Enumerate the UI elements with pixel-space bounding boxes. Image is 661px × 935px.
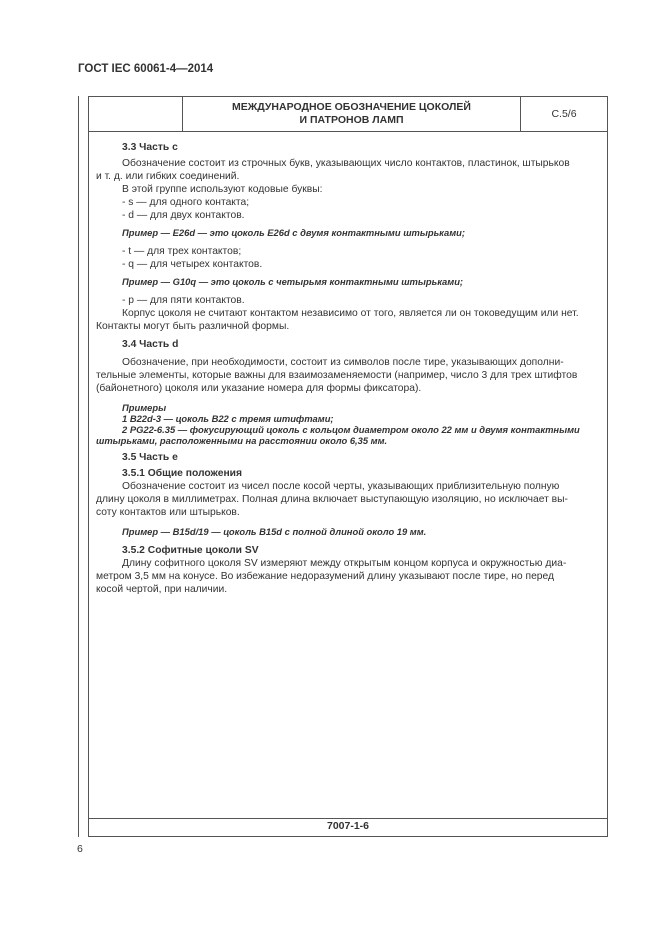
paragraph-line: (байонетного) цоколя или указание номера для формы фиксатора). [96, 383, 422, 394]
section-heading: 3.3 Часть с [122, 142, 178, 153]
sheet-number: С.5/6 [551, 108, 577, 120]
subsection-heading: 3.5.2 Софитные цоколи SV [122, 545, 259, 556]
paragraph-line: Обозначение состоит из строчных букв, указывающих число контактов, пластинок, штырьков [122, 158, 570, 169]
example-text: 2 PG22-6.35 — фокусирующий цоколь с кольцом диаметром около 22 мм и двумя контактными [122, 424, 580, 435]
paragraph-line: Корпус цоколя не считают контактом независимо от того, является ли он токоведущим или нет. [122, 308, 579, 319]
paragraph-line: метром 3,5 мм на конусе. Во избежание недоразумений длину указывают после тире, но перед [96, 571, 555, 582]
document-code: ГОСТ IEC 60061-4—2014 [78, 63, 214, 75]
page-number: 6 [77, 843, 83, 855]
section-heading: 3.5 Часть е [122, 452, 178, 463]
paragraph-line: Контакты могут быть различной формы. [96, 321, 290, 332]
example-text: Пример — B15d/19 — цоколь B15d с полной длиной около 19 мм. [122, 526, 427, 537]
example-text: Пример — G10q — это цоколь с четырьмя контактными штырьками; [122, 276, 464, 287]
paragraph-line: Длину софитного цоколя SV измеряют между открытым концом корпуса и окружностью диа- [122, 558, 567, 569]
paragraph-line: длину цоколя в миллиметрах. Полная длина включает выступающую изоляцию, но исключает вы- [96, 494, 568, 505]
paragraph-line: Обозначение, при необходимости, состоит из символов после тире, указывающих дополни- [122, 357, 564, 368]
header-title-line1: МЕЖДУНАРОДНОЕ ОБОЗНАЧЕНИЕ ЦОКОЛЕЙ [232, 101, 471, 113]
paragraph-line: и т. д. или гибких соединений. [96, 171, 240, 182]
paragraph-line: Обозначение состоит из чисел после косой черты, указывающих приблизительную полную [122, 481, 560, 492]
footer-divider [89, 818, 607, 819]
header-title [183, 97, 521, 131]
footer-code: 7007-1-6 [326, 820, 370, 832]
example-text: Пример — E26d — это цоколь E26d с двумя контактными штырьками; [122, 227, 466, 238]
header-blank-cell [89, 97, 183, 131]
section-heading: 3.4 Часть d [122, 339, 179, 350]
subsection-heading: 3.5.1 Общие положения [122, 468, 242, 479]
paragraph-line: В этой группе используют кодовые буквы: [122, 184, 323, 195]
list-item: - t — для трех контактов; [122, 246, 242, 257]
list-item: - s — для одного контакта; [122, 197, 250, 208]
page-content [96, 141, 606, 596]
sheet-header [89, 97, 607, 132]
frame-spine [78, 96, 88, 837]
list-item: - d — для двух контактов. [122, 210, 245, 221]
paragraph-line: тельные элементы, которые важны для взаимозаменяемости (например, число 3 для трех штифтов [96, 370, 578, 381]
examples-title: Примеры [122, 402, 167, 413]
example-text: 1 B22d-3 — цоколь B22 с тремя штифтами; [122, 413, 334, 424]
list-item: - q — для четырех контактов. [122, 259, 263, 270]
examples-block [96, 402, 606, 446]
list-item: - p — для пяти контактов. [122, 295, 245, 306]
paragraph-line: соту контактов или штырьков. [96, 507, 240, 518]
header-title-line2: И ПАТРОНОВ ЛАМП [299, 114, 404, 126]
paragraph-line: косой чертой, при наличии. [96, 584, 228, 595]
example-text: штырьками, расположенными на расстоянии около 6,35 мм. [96, 435, 388, 446]
